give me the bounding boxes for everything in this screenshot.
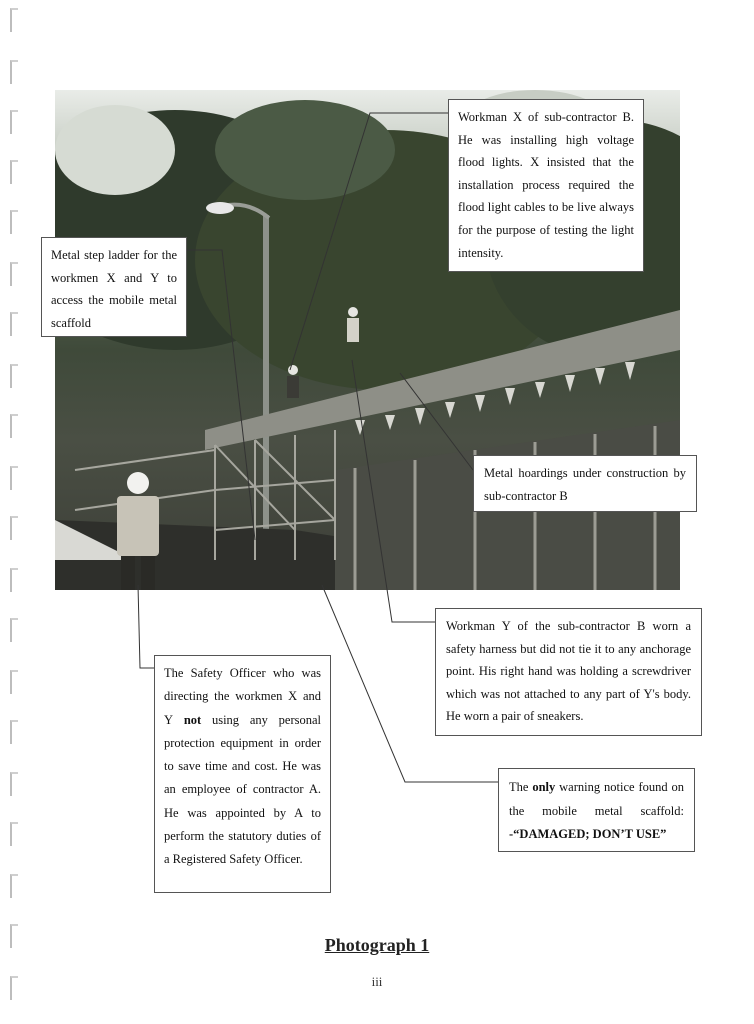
callout-safety-officer bbox=[154, 655, 331, 893]
callout-metal-hoardings: Metal hoardings under construction by sub-contractor B bbox=[473, 455, 697, 512]
callout-step-ladder: Metal step ladder for the workmen X and Y to access the mobile metal scaffold bbox=[41, 237, 187, 337]
notice-text-1: The bbox=[509, 780, 529, 794]
page-number: iii bbox=[371, 974, 383, 989]
callout-warning-notice bbox=[498, 768, 695, 852]
notice-text-2: warning notice found on the mobile metal scaffold: bbox=[509, 780, 684, 818]
notice-quote: -“DAMAGED; DON’T USE” bbox=[509, 827, 667, 841]
callout-workman-y: Workman Y of the sub-contractor B worn a safety harness but did not tie it to any anchorage point. His right hand was holding a screwdriver which was not attached to any part of Y's body. He worn a pair of sneakers. bbox=[435, 608, 702, 736]
photo-caption: Photograph 1 bbox=[324, 935, 430, 955]
callout-workman-x: Workman X of sub-contractor B. He was installing high voltage flood lights. X insisted that the installation process required the flood light cables to be live always for the purpose of testing the light intensity. bbox=[448, 99, 644, 272]
safety-officer-text-1: The Safety Officer who was directing the workmen X and Y bbox=[164, 666, 321, 727]
safety-officer-text-2: using any personal protection equipment in order to save time and cost. He was an employee of contractor A. He was appointed by A to perform the statutory duties of a Registered Safety Officer. bbox=[164, 712, 322, 867]
safety-officer-emphasis: not bbox=[183, 712, 202, 727]
notice-emphasis: only bbox=[532, 780, 556, 794]
